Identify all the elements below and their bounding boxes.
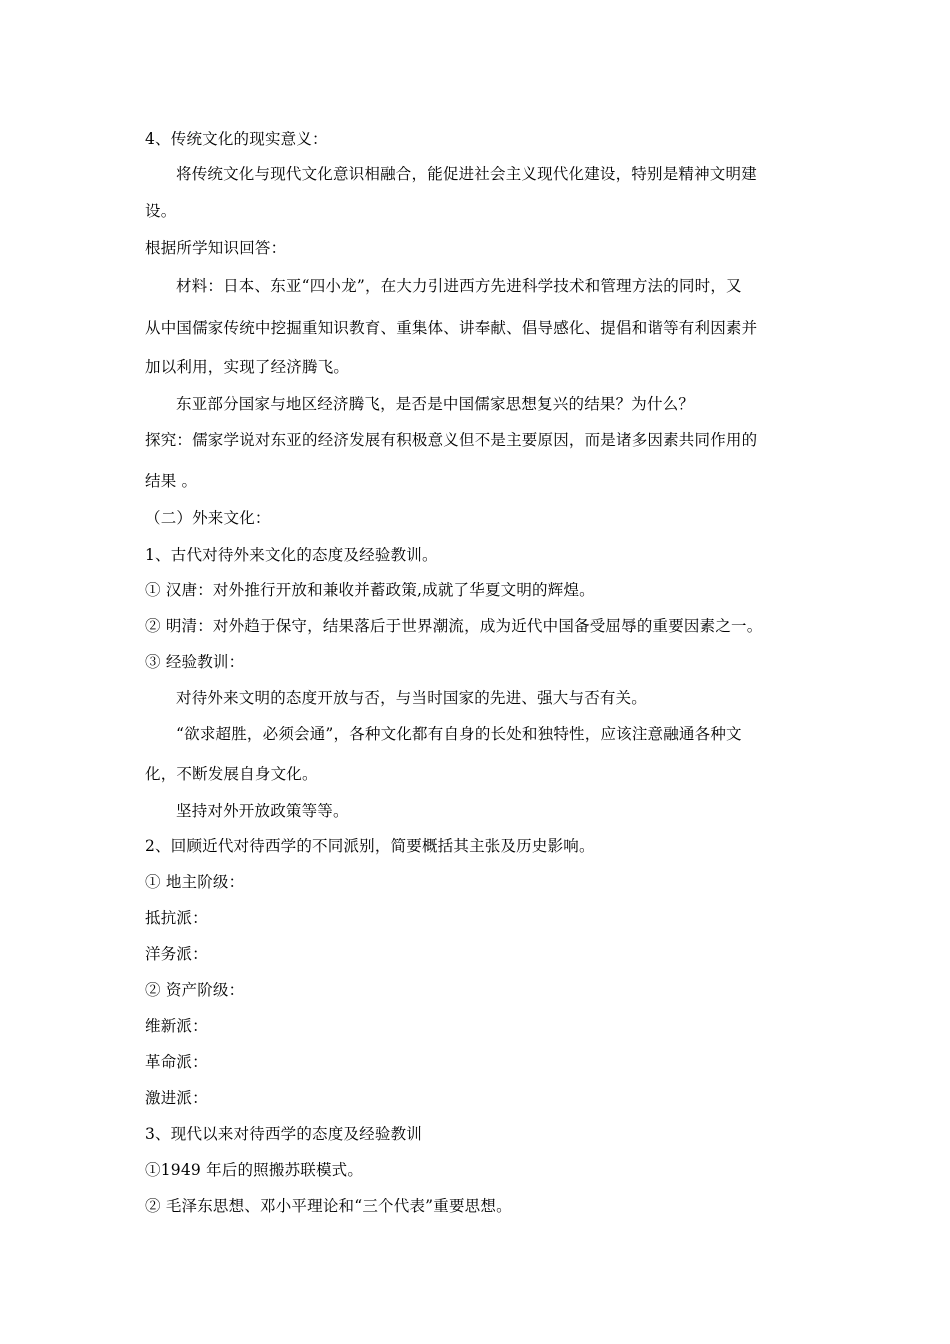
list-item: ①1949 年后的照搬苏联模式。 [145, 1161, 364, 1179]
list-item: 革命派： [145, 1053, 208, 1071]
heading-traditional-culture-significance: 4、传统文化的现实意义： [145, 130, 328, 148]
paragraph-line: 化，不断发展自身文化。 [145, 765, 318, 783]
paragraph-line: “欲求超胜，必须会通”，各种文化都有自身的长处和独特性，应该注意融通各种文 [176, 725, 742, 743]
list-item: 洋务派： [145, 945, 208, 963]
paragraph-line: 坚持对外开放政策等等。 [176, 802, 349, 820]
question-line: 东亚部分国家与地区经济腾飞，是否是中国儒家思想复兴的结果？为什么？ [176, 395, 695, 413]
section-heading-foreign-culture: （二）外来文化： [145, 509, 271, 527]
paragraph-line: 设。 [145, 202, 177, 220]
material-line: 加以利用，实现了经济腾飞。 [145, 358, 350, 376]
paragraph-line: 对待外来文明的态度开放与否，与当时国家的先进、强大与否有关。 [176, 689, 648, 707]
list-heading: 3、现代以来对待西学的态度及经验教训 [145, 1125, 422, 1143]
question-prompt: 根据所学知识回答： [145, 239, 287, 257]
list-heading: 1、古代对待外来文化的态度及经验教训。 [145, 546, 438, 564]
exploration-line: 探究：儒家学说对东亚的经济发展有积极意义但不是主要原因，而是诸多因素共同作用的 [145, 431, 758, 449]
material-line: 从中国儒家传统中挖掘重知识教育、重集体、讲奉献、倡导感化、提倡和谐等有利因素并 [145, 319, 758, 337]
list-item: 抵抗派： [145, 909, 208, 927]
paragraph-line: 将传统文化与现代文化意识相融合，能促进社会主义现代化建设，特别是精神文明建 [176, 165, 757, 183]
list-item: ② 明清：对外趋于保守，结果落后于世界潮流，成为近代中国备受屈辱的重要因素之一。 [145, 617, 763, 635]
exploration-line: 结果 。 [145, 472, 198, 490]
list-item: ① 汉唐：对外推行开放和兼收并蓄政策,成就了华夏文明的辉煌。 [145, 581, 595, 599]
list-item: 维新派： [145, 1017, 208, 1035]
list-heading: 2、回顾近代对待西学的不同派别，简要概括其主张及历史影响。 [145, 837, 595, 855]
list-item: 激进派： [145, 1089, 208, 1107]
list-item: ② 资产阶级： [145, 981, 245, 999]
list-item: ③ 经验教训： [145, 653, 245, 671]
list-item: ② 毛泽东思想、邓小平理论和“三个代表”重要思想。 [145, 1197, 512, 1215]
list-item: ① 地主阶级： [145, 873, 245, 891]
material-line: 材料：日本、东亚“四小龙”，在大力引进西方先进科学技术和管理方法的同时，又 [176, 277, 742, 295]
